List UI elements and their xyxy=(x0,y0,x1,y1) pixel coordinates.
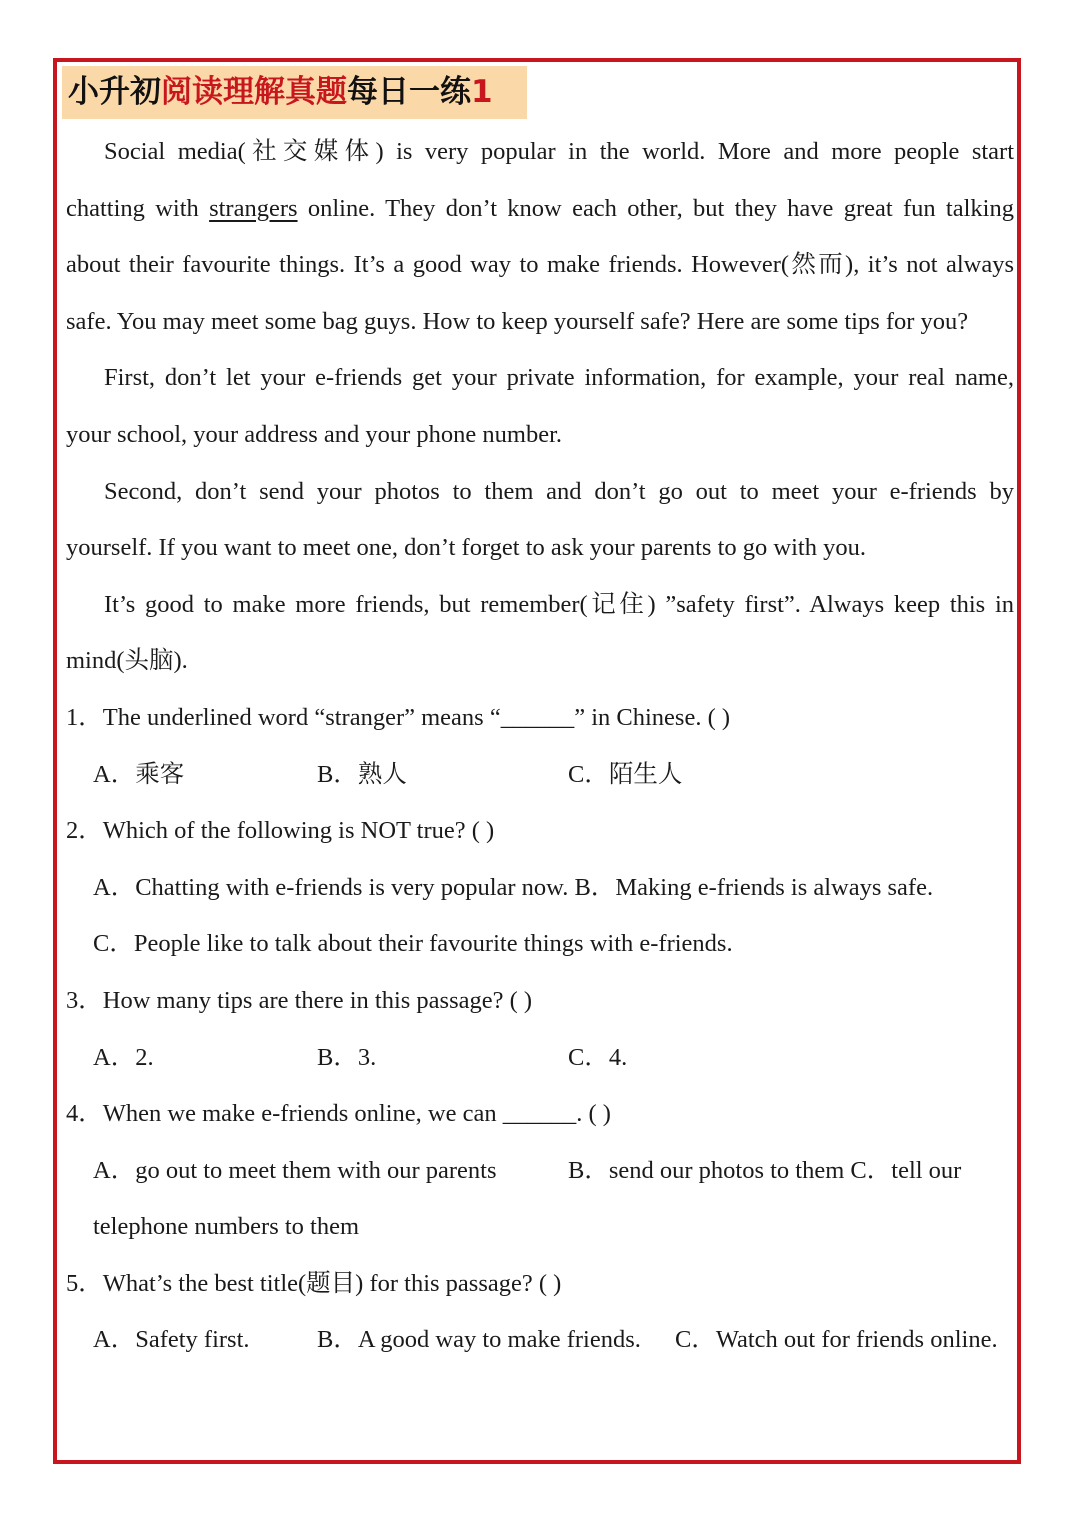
passage-line: yourself. If you want to meet one, don’t forget to ask your parents to go with you. xyxy=(66,534,866,562)
question-2-option-c: C．People like to talk about their favourite things with e-friends. xyxy=(93,930,733,958)
passage-text: online. They don’t know each other, but they have great fun talking xyxy=(297,194,1014,222)
passage-line: safe. You may meet some bag guys. How to keep yourself safe? Here are some tips for you? xyxy=(66,307,969,335)
question-2: 2．Which of the following is NOT true? ( ) xyxy=(66,817,495,845)
option-b: B．3. xyxy=(317,1043,377,1071)
question-5-options xyxy=(66,1312,1014,1369)
question-4: 4．When we make e-friends online, we can ______. ( ) xyxy=(66,1100,611,1128)
option-c: C．陌生人 xyxy=(568,760,683,788)
option-c: C．Watch out for friends online. xyxy=(675,1326,998,1354)
passage-line xyxy=(66,181,1014,238)
title-part-2: 阅读理解真题 xyxy=(161,74,347,110)
option-a: A．2. xyxy=(93,1043,154,1071)
title-part-3: 每日一练 xyxy=(347,74,471,110)
passage-line: your school, your address and your phone number. xyxy=(66,420,563,448)
question-5: 5．What’s the best title(题目) for this passage? ( ) xyxy=(66,1269,562,1297)
question-4-option-c-cont: telephone numbers to them xyxy=(93,1213,360,1241)
passage-line: mind(头脑). xyxy=(66,647,188,675)
question-3-options xyxy=(66,1030,1014,1087)
option-c: C．4. xyxy=(568,1043,628,1071)
question-4-options xyxy=(66,1143,1014,1200)
underlined-word: strangers xyxy=(209,194,298,222)
passage-line: It’s good to make more friends, but remember(记住) ”safety first”. Always keep this in xyxy=(104,590,1014,618)
title-part-1: 小升初 xyxy=(68,74,161,110)
passage-line: about their favourite things. It’s a good way to make friends. However(然而), it’s not always xyxy=(66,251,1014,279)
option-bc: B．send our photos to them C．tell our xyxy=(568,1156,962,1184)
passage-content xyxy=(66,124,1014,1369)
passage-text: chatting with xyxy=(66,194,210,222)
question-1: 1．The underlined word “stranger” means “______” in Chinese. ( ) xyxy=(66,703,731,731)
option-a: A．Safety first. xyxy=(93,1326,250,1354)
option-a: A．go out to meet them with our parents xyxy=(93,1156,497,1184)
title-part-4: 1 xyxy=(471,74,493,110)
passage-line: First, don’t let your e-friends get your private information, for example, your real name, xyxy=(104,364,1014,392)
option-a: A．乘客 xyxy=(93,760,185,788)
question-3: 3．How many tips are there in this passage? ( ) xyxy=(66,986,533,1014)
passage-line: Social media(社交媒体) is very popular in the world. More and more people start xyxy=(104,138,1014,165)
passage-line: Second, don’t send your photos to them and don’t go out to meet your e-friends by xyxy=(104,477,1014,505)
question-1-options xyxy=(66,747,1014,804)
question-2-options-ab: A．Chatting with e-friends is very popular now. B．Making e-friends is always safe. xyxy=(93,873,934,901)
page-title xyxy=(62,66,527,119)
option-b: B．熟人 xyxy=(317,760,407,788)
option-b: B．A good way to make friends. xyxy=(317,1326,641,1354)
